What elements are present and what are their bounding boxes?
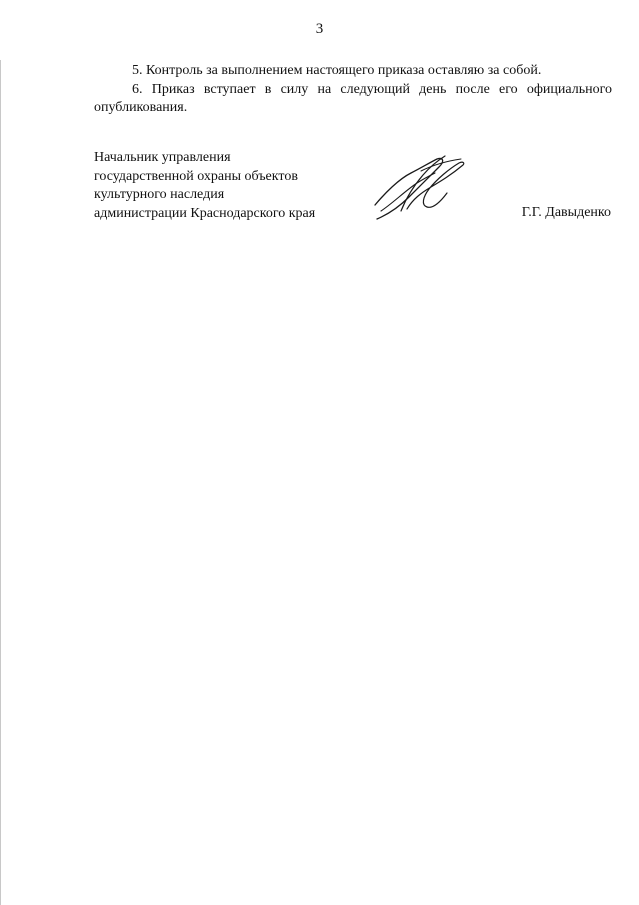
document-body [94, 62, 612, 118]
signatory-position [94, 149, 315, 223]
paragraph-6-line-2: опубликования. [94, 100, 188, 115]
signatory-position-line: администрации Краснодарского края [94, 205, 316, 221]
paragraph-6-line-1: 6. Приказ вступает в силу на следующий день после его официального [132, 81, 612, 97]
scan-edge-line [0, 60, 1, 905]
signatory-name: Г.Г. Давыденко [521, 205, 611, 220]
signatory-position-line: Начальник управления [94, 150, 231, 165]
paragraph-5: 5. Контроль за выполнением настоящего приказа оставляю за собой. [132, 63, 542, 78]
signatory-position-line: культурного наследия [94, 187, 225, 202]
handwritten-signature [371, 153, 467, 223]
page-number: 3 [315, 21, 324, 37]
signatory-position-line: государственной охраны объектов [94, 168, 298, 184]
